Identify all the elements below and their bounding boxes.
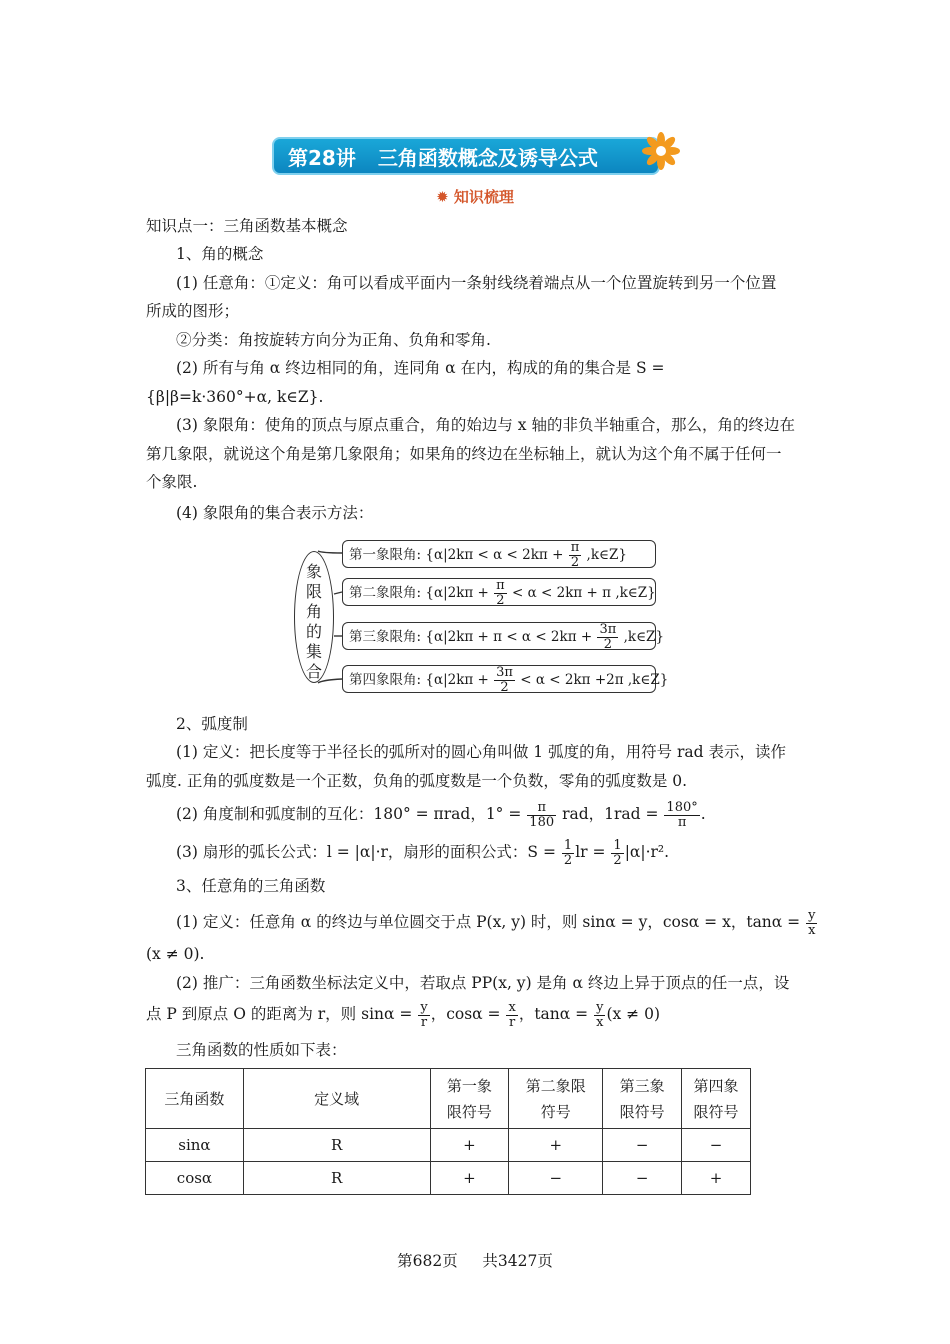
fraction: $\frac{y}{x}$ — [808, 907, 816, 938]
quadrant-set-text: ,k∈Z} — [623, 629, 665, 645]
fraction: $\frac{1}{2}$ — [613, 837, 622, 868]
paragraph: (4) 象限角的集合表示方法： — [176, 504, 374, 522]
quadrant-4-box — [342, 665, 669, 695]
oval-char: 限 — [305, 582, 322, 601]
table-cell: + — [682, 1162, 751, 1195]
table-header-row — [146, 1069, 751, 1129]
quadrant-set-text: ,k∈Z} — [586, 547, 627, 563]
lecture-title: 三角函数概念及诱导公式 — [377, 145, 598, 170]
table-cell: − — [603, 1129, 682, 1162]
table-cell: cosα — [146, 1162, 244, 1195]
table-header: 第三象 限符号 — [603, 1069, 682, 1129]
quadrant-set-text: {α|2kπ + — [425, 672, 489, 688]
paragraph: {β|β=k·360°+α, k∈Z}. — [146, 388, 324, 406]
paragraph: 点 P 到原点 O 的距离为 r，则 sinα = $\frac{y}{r}$ ，cosα = $\frac{x}{r}$ ，tanα = $\frac{y}{x}$ (x ≠ 0) — [146, 999, 661, 1030]
fraction: $\frac{3\pi}{2}$ — [496, 665, 513, 695]
oval-char: 的 — [305, 622, 322, 641]
table-cell: − — [603, 1162, 682, 1195]
lecture-number: 第28讲 — [288, 145, 356, 170]
table-cell: sinα — [146, 1129, 244, 1162]
page-number: 第682页 — [397, 1252, 458, 1270]
paragraph: 个象限. — [146, 473, 198, 491]
table-row — [146, 1129, 751, 1162]
quadrant-set-text: < α < 2kπ + π ,k∈Z} — [512, 585, 656, 601]
table-intro: 三角函数的性质如下表： — [176, 1041, 347, 1059]
table-row — [146, 1162, 751, 1195]
fraction: $\frac{3\pi}{2}$ — [599, 622, 617, 652]
sun-icon: ✹ — [436, 188, 449, 206]
paragraph: (1) 任意角：①定义：角可以看成平面内一条射线绕着端点从一个位置旋转到另一个位置 — [176, 274, 777, 292]
paragraph: 弧度. 正角的弧度数是一个正数，负角的弧度数是一个负数，零角的弧度数是 0. — [146, 772, 688, 790]
table-header: 定义域 — [243, 1069, 430, 1129]
oval-char: 象 — [305, 562, 322, 581]
trig-sign-table — [145, 1068, 751, 1195]
table-header: 第二象限 符号 — [509, 1069, 603, 1129]
quadrant-label: 第四象限角: — [349, 672, 422, 688]
paragraph: (2) 所有与角 α 终边相同的角，连同角 α 在内，构成的角的集合是 S = — [176, 359, 665, 377]
paragraph: (2) 推广：三角函数坐标法定义中，若取点 PP(x, y) 是角 α 终边上异于顶点的任一点，设 — [176, 974, 790, 992]
table-cell: − — [682, 1129, 751, 1162]
quadrant-set-text: < α < 2kπ +2π ,k∈Z} — [520, 672, 669, 688]
table-header: 第一象 限符号 — [430, 1069, 509, 1129]
quadrant-label: 第三象限角: — [349, 629, 422, 645]
table-cell: + — [430, 1129, 509, 1162]
quadrant-label: 第一象限角: — [349, 547, 422, 563]
table-cell: R — [243, 1162, 430, 1195]
quadrant-label: 第二象限角: — [349, 585, 422, 601]
quadrant-3-box — [342, 622, 665, 652]
section-3-heading: 3、任意角的三角函数 — [176, 877, 326, 895]
paragraph-conversion: (2) 角度制和弧度制的互化：180° = πrad，1° = $\frac{\pi}{180}$ rad，1rad = $\frac{180^\circ}{\pi}$ . — [176, 799, 706, 830]
table-cell: + — [430, 1162, 509, 1195]
paragraph: (1) 定义：把长度等于半径长的弧所对的圆心角叫做 1 弧度的角，用符号 rad 表示，读作 — [176, 743, 787, 761]
subheading-text: 知识梳理 — [453, 188, 514, 206]
paragraph-sector: (3) 扇形的弧长公式：l = |α|·r，扇形的面积公式：S = $\frac{1}{2}$ lr = $\frac{1}{2}$ |α|·r². — [176, 837, 670, 868]
table-cell: + — [509, 1129, 603, 1162]
paragraph: 所成的图形； — [146, 302, 240, 320]
table-cell: R — [243, 1129, 430, 1162]
paragraph: (1) 定义：任意角 α 的终边与单位圆交于点 P(x, y) 时，则 sinα = y，cosα = x，tanα = $\frac{y}{x}$ — [176, 907, 816, 938]
fraction: $\frac{y}{x}$ — [596, 999, 604, 1030]
table-header: 第四象 限符号 — [682, 1069, 751, 1129]
fraction: $\frac{x}{r}$ — [508, 999, 516, 1030]
fraction: $\frac{\pi}{2}$ — [570, 540, 580, 570]
paragraph: (x ≠ 0). — [146, 945, 205, 963]
section-1-heading: 1、角的概念 — [176, 245, 264, 263]
page-footer — [0, 1249, 950, 1271]
section-2-heading: 2、弧度制 — [176, 715, 248, 733]
fraction: $\frac{\pi}{2}$ — [496, 578, 505, 608]
fraction: $\frac{180^\circ}{\pi}$ — [666, 799, 698, 830]
fraction: $\frac{\pi}{180}$ — [529, 799, 555, 830]
oval-char: 合 — [305, 662, 322, 681]
paragraph: (3) 象限角：使角的顶点与原点重合，角的始边与 x 轴的非负半轴重合，那么，角的终边在 — [176, 416, 795, 434]
quadrant-set-text: {α|2kπ < α < 2kπ + — [425, 547, 564, 563]
table-header: 三角函数 — [146, 1069, 244, 1129]
paragraph: ②分类：角按旋转方向分为正角、负角和零角. — [176, 331, 491, 349]
knowledge-point-1: 知识点一：三角函数基本概念 — [146, 217, 348, 235]
quadrant-1-box — [342, 540, 656, 568]
oval-char: 角 — [305, 602, 322, 621]
page-total: 共3427页 — [482, 1252, 553, 1270]
paragraph: 第几象限，就说这个角是第几象限角；如果角的终边在坐标轴上，就认为这个角不属于任何一 — [146, 445, 782, 463]
quadrant-set-text: {α|2kπ + π < α < 2kπ + — [425, 629, 593, 645]
table-cell: − — [509, 1162, 603, 1195]
fraction: $\frac{y}{r}$ — [420, 999, 428, 1030]
fraction: $\frac{1}{2}$ — [563, 837, 573, 868]
quadrant-set-text: {α|2kπ + — [425, 585, 489, 601]
oval-char: 集 — [305, 642, 322, 661]
quadrant-2-box — [342, 578, 656, 606]
